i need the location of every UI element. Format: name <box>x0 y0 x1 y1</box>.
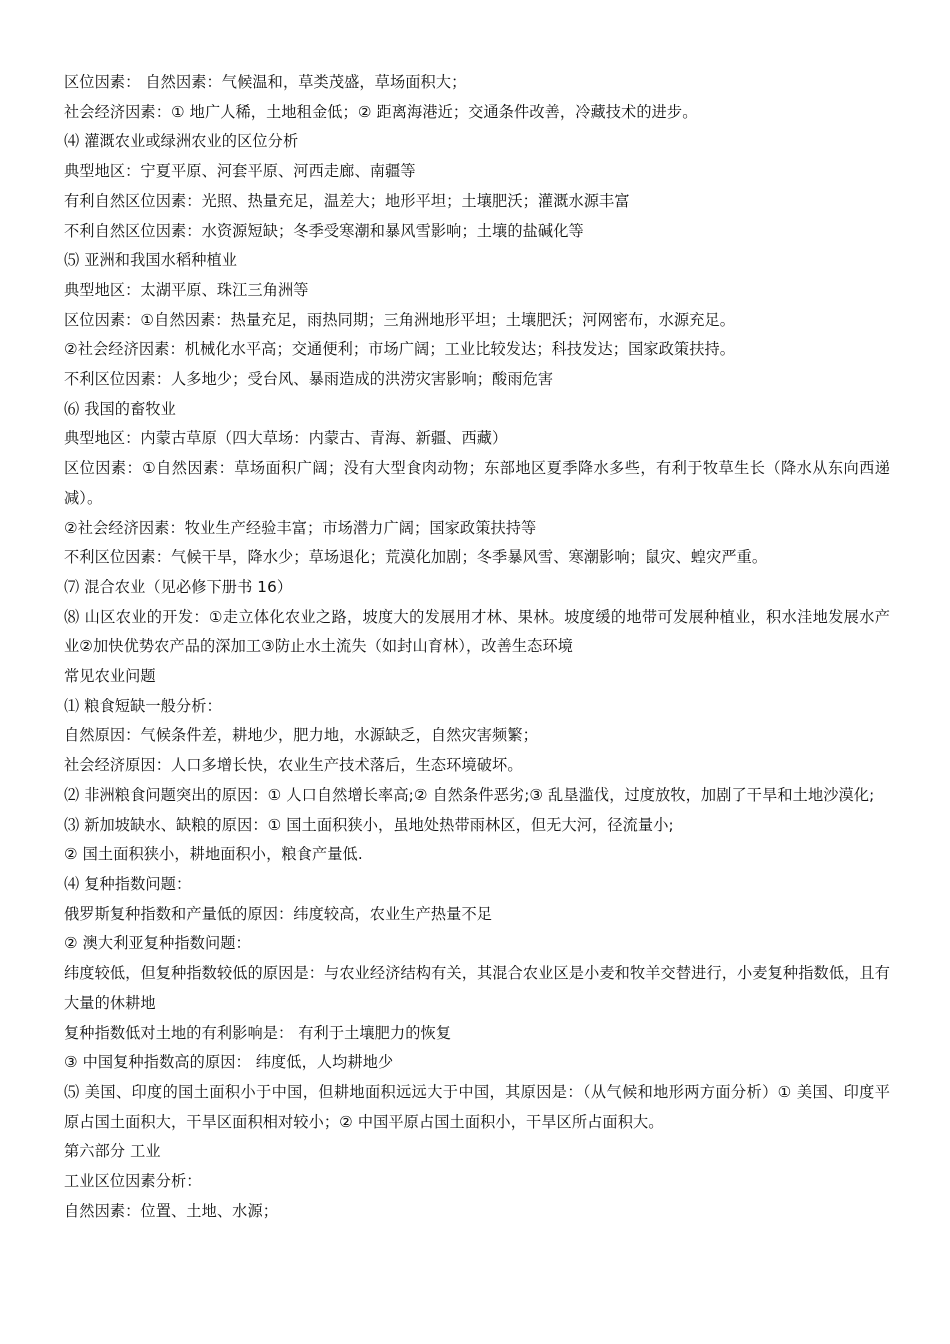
text-line: 社会经济原因：人口多增长快，农业生产技术落后，生态环境破坏。 <box>64 756 523 775</box>
section-heading: 工业区位因素分析： <box>64 1172 202 1191</box>
text-line: 典型地区：内蒙古草原（四大草场：内蒙古、青海、新疆、西藏） <box>64 429 508 448</box>
text-line: ② 国土面积狭小，耕地面积小，粮食产量低. <box>64 845 363 864</box>
document-body <box>64 68 890 1226</box>
text-paragraph: ⑸ 美国、印度的国土面积小于中国，但耕地面积远远大于中国，其原因是：（从气候和地形两方面分析）① 美国、印度平原占国土面积大，干旱区面积相对较小；② 中国平原占国土面积小，干旱区所占面积大。 <box>64 1082 890 1131</box>
section-heading: ⑺ 混合农业（见必修下册书 16） <box>64 577 293 596</box>
text-line: 不利区位因素：气候干旱，降水少；草场退化；荒漠化加剧；冬季暴风雪、寒潮影响；鼠灾、蝗灾严重。 <box>64 548 768 567</box>
text-paragraph: 纬度较低，但复种指数较低的原因是：与农业经济结构有关，其混合农业区是小麦和牧羊交替进行，小麦复种指数低，且有大量的休耕地 <box>64 964 890 1012</box>
section-heading: ⑸ 亚洲和我国水稻种植业 <box>64 251 238 270</box>
section-heading: ⑴ 粮食短缺一般分析： <box>64 696 222 715</box>
text-line: 区位因素： 自然因素：气候温和，草类茂盛，草场面积大； <box>64 73 467 91</box>
text-line: 典型地区：宁夏平原、河套平原、河西走廊、南疆等 <box>64 162 416 181</box>
section-heading: ⑷ 复种指数问题： <box>64 874 192 893</box>
text-line: 自然因素：位置、土地、水源； <box>64 1201 279 1220</box>
text-paragraph: ⑵ 非洲粮食问题突出的原因：① 人口自然增长率高;② 自然条件恶劣;③ 乱垦滥伐，过度放牧，加剧了干旱和土地沙漠化; <box>64 785 875 804</box>
text-line: ②社会经济因素：牧业生产经验丰富；市场潜力广阔；国家政策扶持等 <box>64 518 537 537</box>
text-line: ③ 中国复种指数高的原因： 纬度低，人均耕地少 <box>64 1053 394 1072</box>
text-line: ⑶ 新加坡缺水、缺粮的原因：① 国土面积狭小，虽地处热带雨林区，但无大河，径流量小; <box>64 815 674 834</box>
text-line: 不利区位因素：人多地少；受台风、暴雨造成的洪涝灾害影响；酸雨危害 <box>64 370 554 389</box>
part-heading: 第六部分 工业 <box>64 1142 161 1161</box>
section-heading: ⑷ 灌溉农业或绿洲农业的区位分析 <box>64 132 299 151</box>
text-paragraph: ⑻ 山区农业的开发：①走立体化农业之路，坡度大的发展用才林、果林。坡度缓的地带可发展种植业，积水洼地发展水产业②加快优势农产品的深加工③防止水土流失（如封山育林），改善生态环境 <box>64 607 890 656</box>
text-line: 复种指数低对土地的有利影响是： 有利于土壤肥力的恢复 <box>64 1023 452 1042</box>
text-line: 社会经济因素：① 地广人稀，土地租金低；② 距离海港近；交通条件改善，冷藏技术的进步。 <box>64 102 698 121</box>
section-heading: 常见农业问题 <box>64 667 156 686</box>
text-line: ②社会经济因素：机械化水平高；交通便利；市场广阔；工业比较发达；科技发达；国家政策扶持。 <box>64 340 736 359</box>
text-line: 有利自然区位因素：光照、热量充足，温差大；地形平坦；土壤肥沃；灌溉水源丰富 <box>64 191 630 210</box>
text-line: ② 澳大利亚复种指数问题： <box>64 934 251 953</box>
text-line: 自然原因：气候条件差，耕地少，肥力地，水源缺乏，自然灾害频繁； <box>64 726 538 745</box>
section-heading: ⑹ 我国的畜牧业 <box>64 399 176 418</box>
text-line: 俄罗斯复种指数和产量低的原因：纬度较高，农业生产热量不足 <box>64 904 493 923</box>
text-line: 区位因素：①自然因素：热量充足，雨热同期；三角洲地形平坦；土壤肥沃；河网密布，水源充足。 <box>64 310 736 329</box>
text-paragraph: 区位因素：①自然因素：草场面积广阔；没有大型食肉动物；东部地区夏季降水多些，有利于牧草生长（降水从东向西递减）。 <box>64 459 890 507</box>
text-line: 典型地区：太湖平原、珠江三角洲等 <box>64 280 309 299</box>
text-line: 不利自然区位因素：水资源短缺；冬季受寒潮和暴风雪影响；土壤的盐碱化等 <box>64 221 584 240</box>
